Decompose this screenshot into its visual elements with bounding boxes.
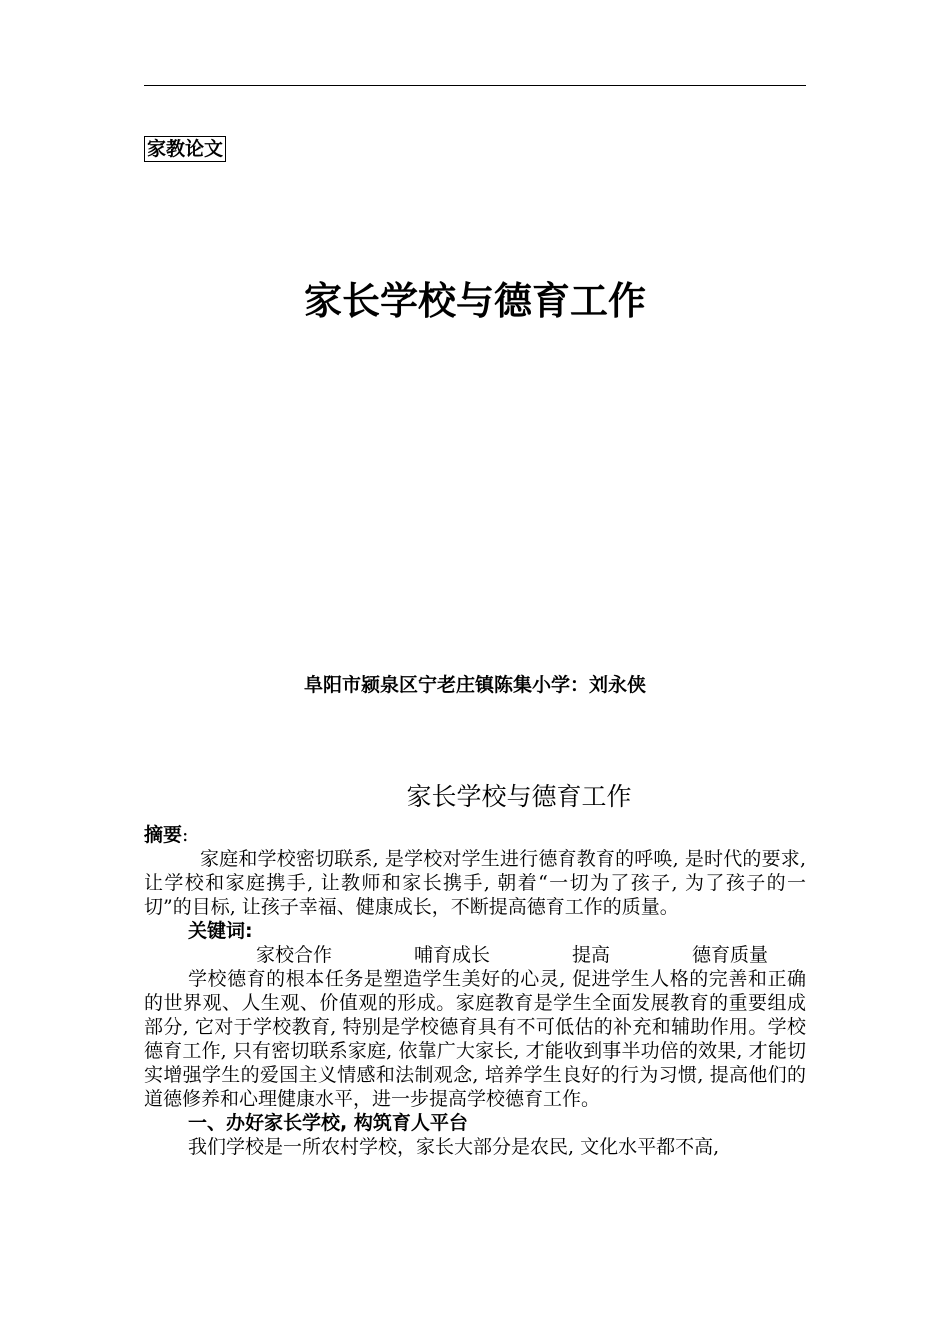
abstract-label: 摘要 <box>144 824 183 846</box>
section-heading: 一、办好家长学校, 构筑育人平台 <box>188 1112 468 1134</box>
header-rule <box>144 85 806 86</box>
category-tag: 家教论文 <box>144 136 226 162</box>
keywords-label: 关键词: <box>188 920 253 942</box>
keyword-item: 家校合作 <box>256 944 333 966</box>
article-title: 家长学校与德育工作 <box>406 782 632 811</box>
body-paragraph: 我们学校是一所农村学校，家长大部分是农民, 文化水平都不高, <box>188 1136 720 1158</box>
abstract-heading <box>144 823 806 847</box>
abstract-text: 家庭和学校密切联系, 是学校对学生进行德育教育的呼唤, 是时代的要求, 让学校和家庭携手, 让教师和家长携手, 朝着“一切为了孩子, 为了孩子的一切”的目标, 让孩子幸福、健康成长，不断提高德育工作的质量。 <box>144 848 806 918</box>
page-title: 家长学校与德育工作 <box>303 279 646 323</box>
keyword-item: 提高 <box>572 944 611 966</box>
keywords-list <box>144 943 806 967</box>
abstract-colon: : <box>182 824 189 846</box>
article-body <box>144 823 806 1159</box>
author-line: 阜阳市颍泉区宁老庄镇陈集小学：刘永侠 <box>303 674 646 696</box>
keyword-item: 哺育成长 <box>414 944 491 966</box>
keyword-item: 德育质量 <box>692 944 769 966</box>
body-paragraph: 学校德育的根本任务是塑造学生美好的心灵, 促进学生人格的完善和正确的世界观、人生观、价值观的形成。家庭教育是学生全面发展教育的重要组成部分, 它对于学校教育, 特别是学校德育具有不可低估的补充和辅助作用。学校德育工作, 只有密切联系家庭, 依靠广大家长, 才能收到事半功倍的效果, 才能切实增强学生的爱国主义情感和法制观念, 培养学生良好的行为习惯, 提高他们的道德修养和心理健康水平，进一步提高学校德育工作。 <box>144 968 806 1110</box>
